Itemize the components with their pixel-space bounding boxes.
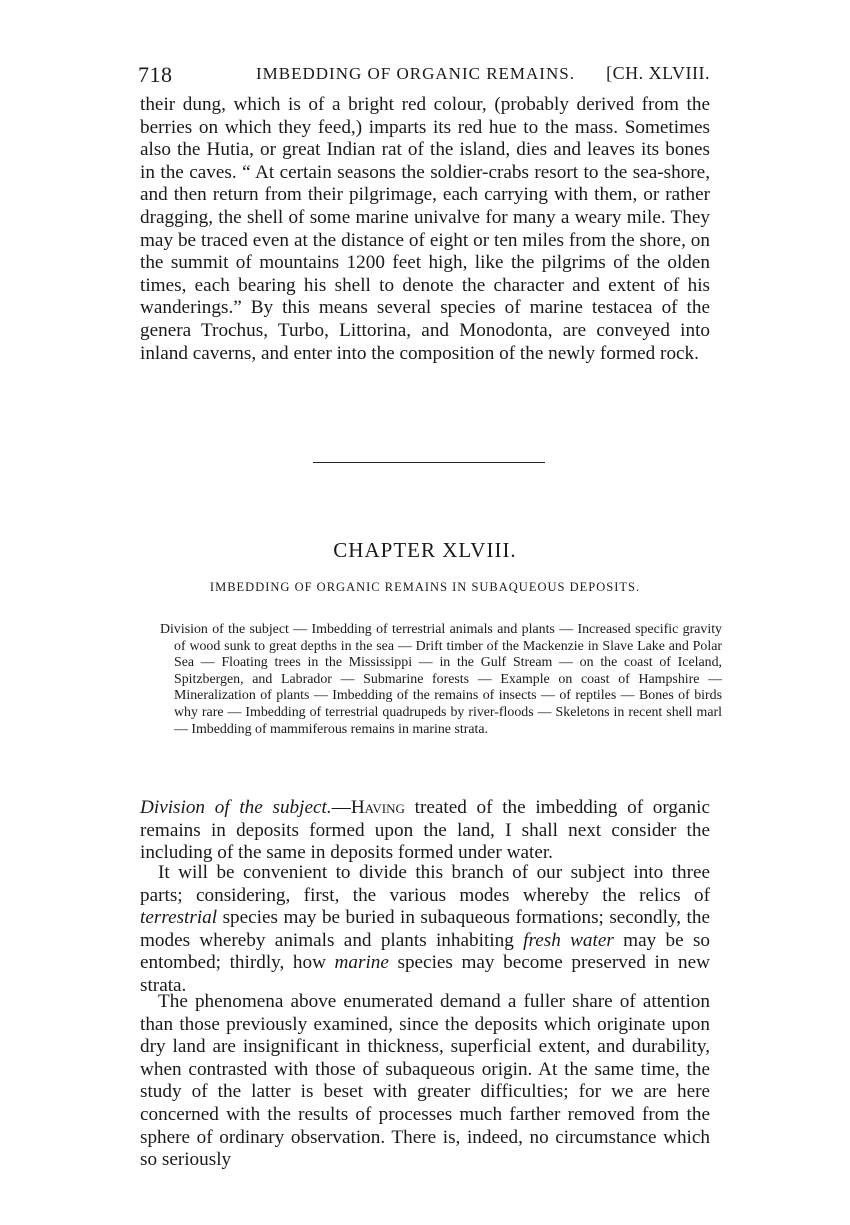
paragraph-phenomena: The phenomena above enumerated demand a fuller share of attention than those previously examined, since the deposits which originate upon dry land are insignificant in thickness, superficial extent, and durability, when contrasted with those of subaqueous origin. At the same time, the study of the latter is beset with greater difficulties; for we are here concerned with the results of processes much farther removed from the sphere of ordinary observation. There is, indeed, no circumstance which so seriously <box>140 991 710 1171</box>
italic-term-terrestrial: terrestrial <box>140 907 218 929</box>
chapter-summary: Division of the subject — Imbedding of terrestrial animals and plants — Increased specific gravity of wood sunk to great depths in the sea — Drift timber of the Mackenzie in Slave Lake and Polar Sea — Floating trees in the Mississippi — in the Gulf Stream — on the coast of Iceland, Spitzbergen, and Labrador — Submarine forests — Example on coast of Hampshire — Mineralization of plants — Imbedding of the remains of insects — of reptiles — Bones of birds why rare — Imbedding of terrestrial quadrupeds by river-floods — Skeletons in recent shell marl — Imbedding of mammiferous remains in marine strata. <box>160 622 722 737</box>
lead-in-dash: — <box>331 797 351 818</box>
paragraph-division-of-subject <box>140 797 710 865</box>
paragraph-text: species may become preserved in new strata. <box>140 952 710 996</box>
chapter-reference: [CH. XLVIII. <box>606 63 710 83</box>
chapter-heading: CHAPTER XLVIII. <box>333 538 517 562</box>
paragraph-text: It will be convenient to divide this branch of our subject into three parts; considering, first, the various modes whereby the relics of <box>140 862 710 906</box>
paragraph-text: may be so entombed; thirdly, how <box>140 929 710 974</box>
small-caps-word: Having <box>350 797 405 818</box>
section-divider <box>313 462 545 463</box>
page-number: 718 <box>138 62 173 87</box>
paragraph-three-parts <box>140 862 710 998</box>
running-title: IMBEDDING OF ORGANIC REMAINS. <box>256 64 575 83</box>
italic-term-marine: marine <box>334 952 389 974</box>
chapter-subtitle: IMBEDDING OF ORGANIC REMAINS IN SUBAQUEOUS DEPOSITS. <box>209 580 641 594</box>
paragraph-text: treated of the imbedding of organic remains in deposits formed upon the land, I shall next consider the including of the same in deposits formed under water. <box>140 797 710 864</box>
italic-term-fresh-water: fresh water <box>523 929 614 951</box>
paragraph-text: species may be buried in subaqueous formations; secondly, the modes whereby animals and plants inhabiting <box>140 907 710 951</box>
continued-paragraph: their dung, which is of a bright red colour, (probably derived from the berries on which they feed,) imparts its red hue to the mass. Sometimes also the Hutia, or great Indian rat of the island, dies and leaves its bones in the caves. “ At certain seasons the soldier-crabs resort to the sea-shore, and then return from their pilgrimage, each carrying with them, or rather dragging, the shell of some marine univalve for many a weary mile. They may be traced even at the distance of eight or ten miles from the shore, on the summit of mountains 1200 feet high, like the pilgrims of the olden times, each bearing his shell to denote the character and extent of his wanderings.” By this means several species of marine testacea of the genera Trochus, Turbo, Littorina, and Monodonta, are conveyed into inland caverns, and enter into the composition of the newly formed rock. <box>140 94 710 364</box>
running-header <box>138 58 710 88</box>
paragraph-lead-in: Division of the subject. <box>140 797 332 818</box>
